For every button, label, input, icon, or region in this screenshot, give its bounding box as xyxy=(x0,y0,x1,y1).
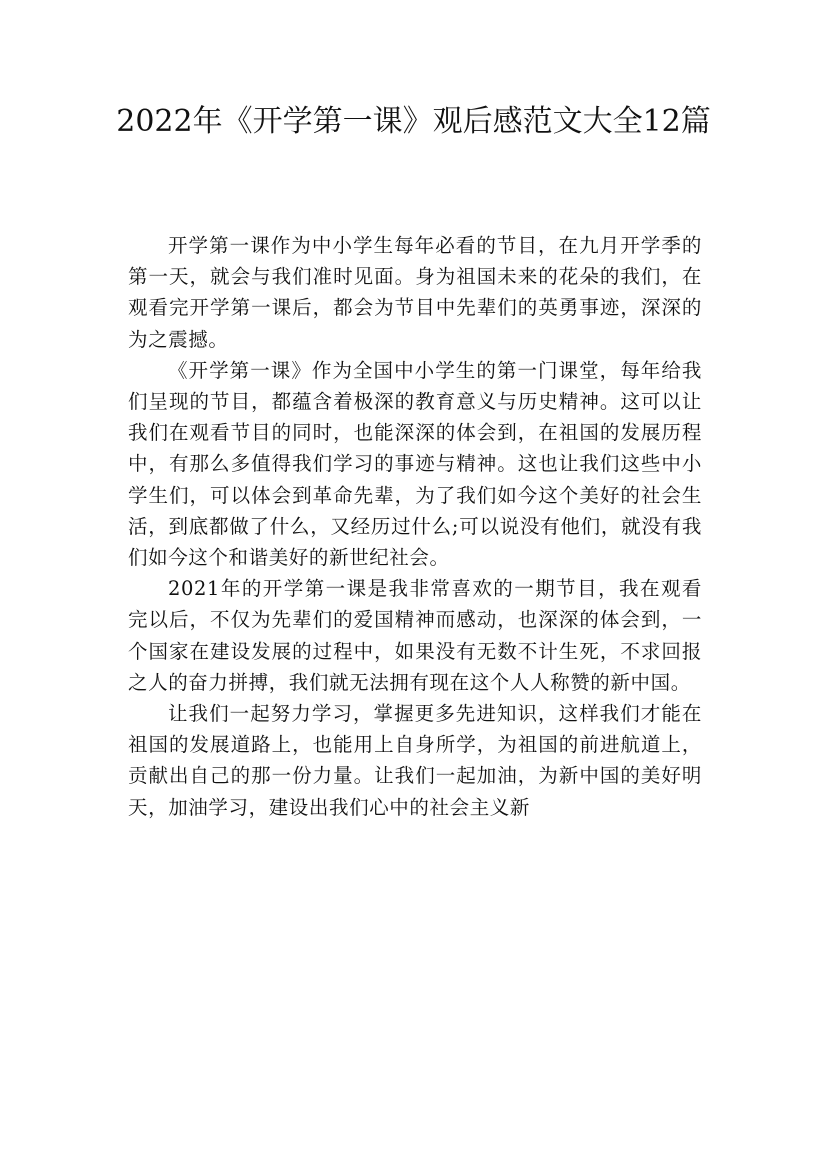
paragraph-2: 《开学第一课》作为全国中小学生的第一门课堂，每年给我们呈现的节目，都蕴含着极深的教育意义与历史精神。这可以让我们在观看节目的同时，也能深深的体会到，在祖国的发展历程中，有那么多值得我们学习的事迹与精神。这也让我们这些中小学生们，可以体会到革命先辈，为了我们如今这个美好的社会生活，到底都做了什么，又经历过什么;可以说没有他们，就没有我们如今这个和谐美好的新世纪社会。 xyxy=(128,358,702,570)
paragraph-4: 让我们一起努力学习，掌握更多先进知识，这样我们才能在祖国的发展道路上，也能用上自身所学，为祖国的前进航道上，贡献出自己的那一份力量。让我们一起加油，为新中国的美好明天，加油学习，建设出我们心中的社会主义新 xyxy=(128,702,702,819)
document-body xyxy=(128,230,702,823)
paragraph-1: 开学第一课作为中小学生每年必看的节目，在九月开学季的第一天，就会与我们准时见面。身为祖国未来的花朵的我们，在观看完开学第一课后，都会为节目中先辈们的英勇事迹，深深的为之震撼。 xyxy=(128,234,702,351)
document-title: 2022年《开学第一课》观后感范文大全12篇 xyxy=(116,104,711,139)
paragraph-3: 2021年的开学第一课是我非常喜欢的一期节目，我在观看完以后，不仅为先辈们的爱国精神而感动，也深深的体会到，一个国家在建设发展的过程中，如果没有无数不计生死，不求回报之人的奋力拼搏，我们就无法拥有现在这个人人称赞的新中国。 xyxy=(128,577,702,694)
